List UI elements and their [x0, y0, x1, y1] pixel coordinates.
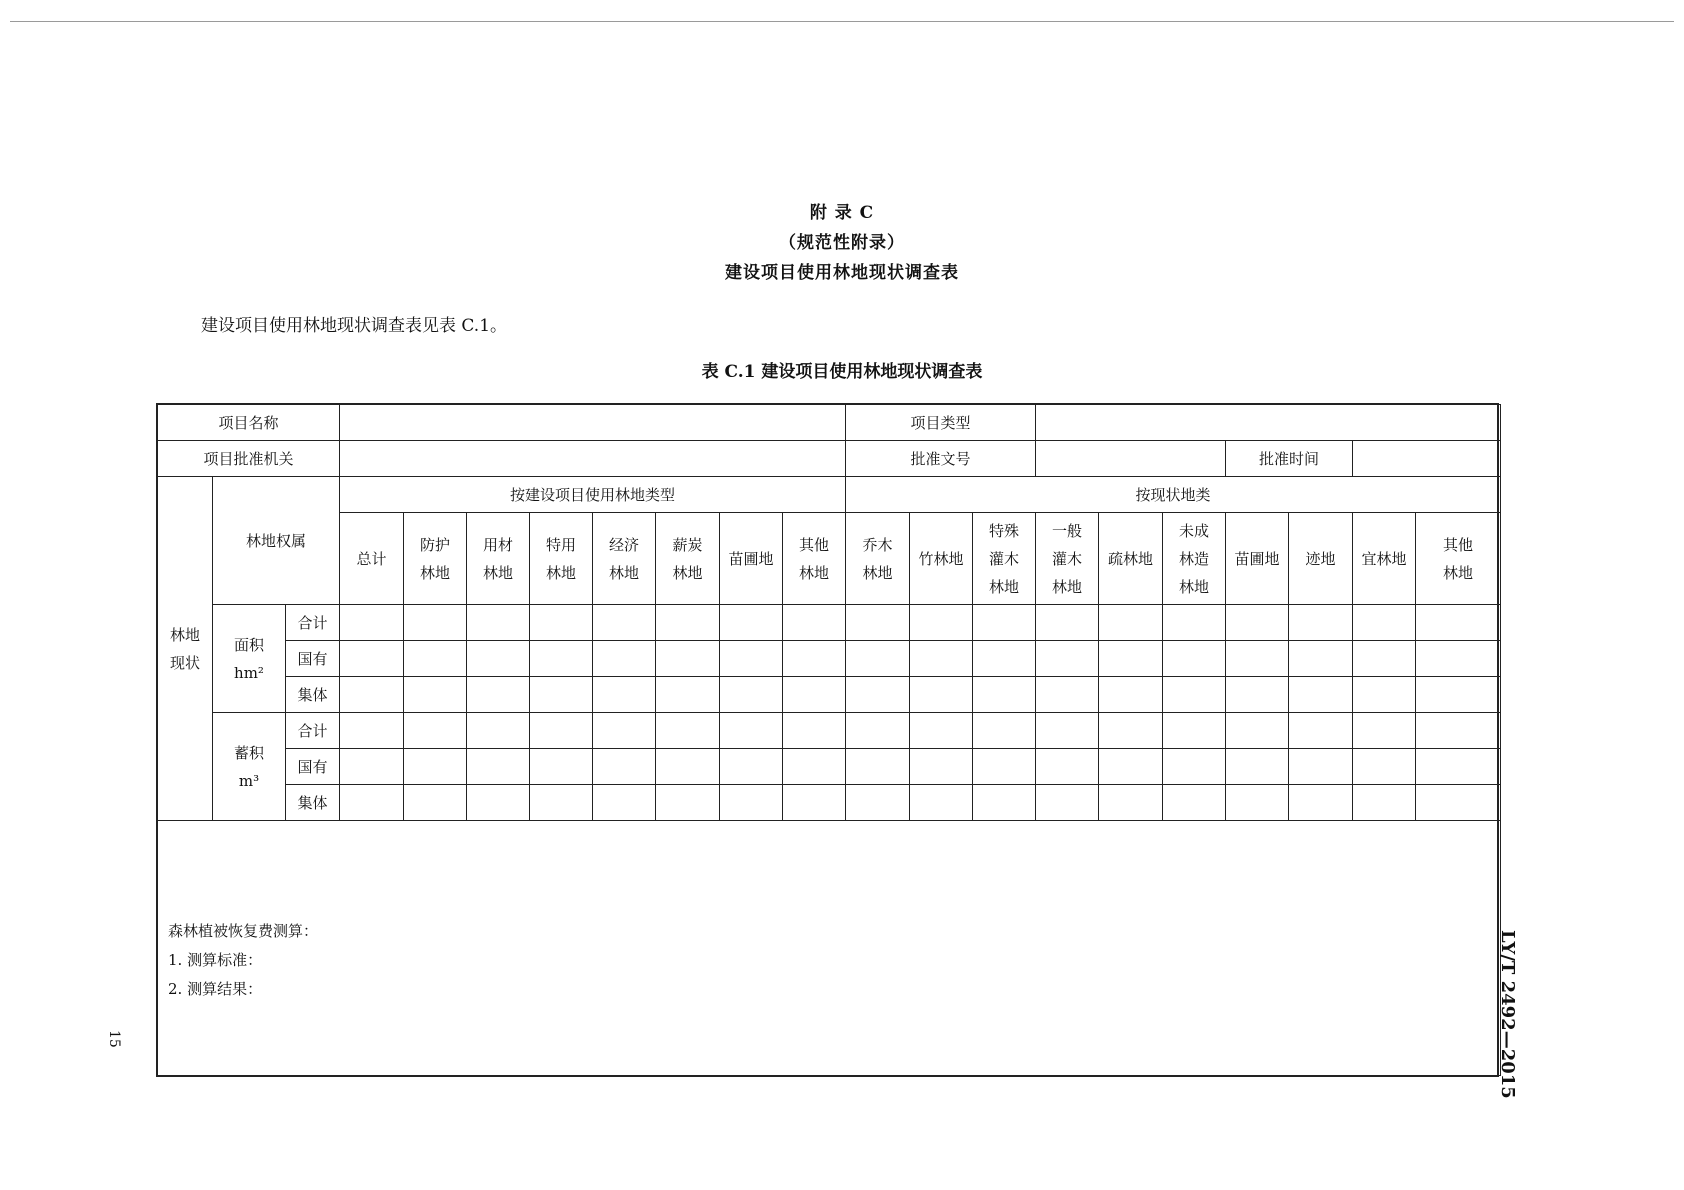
data-cell[interactable]: [467, 713, 530, 749]
data-cell[interactable]: [846, 641, 910, 677]
data-cell[interactable]: [404, 713, 467, 749]
col-header: 特殊灌木林地: [973, 513, 1036, 605]
project-name-label: 项目名称: [158, 405, 340, 441]
data-cell[interactable]: [656, 605, 720, 641]
row-volume-state: [158, 749, 1501, 785]
data-cell[interactable]: [1226, 641, 1289, 677]
data-cell[interactable]: [720, 605, 783, 641]
data-cell[interactable]: [404, 785, 467, 821]
row-label: 合计: [286, 605, 340, 641]
data-cell[interactable]: [656, 785, 720, 821]
data-cell[interactable]: [1289, 641, 1353, 677]
data-cell[interactable]: [1416, 713, 1501, 749]
notes-line-2: 2. 测算结果：: [168, 980, 263, 998]
data-cell[interactable]: [1289, 677, 1353, 713]
data-cell[interactable]: [973, 641, 1036, 677]
row-approval: [158, 441, 1501, 477]
data-cell[interactable]: [593, 677, 656, 713]
project-type-cell[interactable]: [1036, 405, 1501, 441]
area-label-cell: [213, 605, 286, 713]
survey-table: [157, 404, 1501, 1076]
notes-title: 森林植被恢复费测算：: [168, 922, 319, 940]
data-cell[interactable]: [1036, 713, 1099, 749]
data-cell[interactable]: [846, 749, 910, 785]
data-cell[interactable]: [973, 677, 1036, 713]
data-cell[interactable]: [1226, 785, 1289, 821]
data-cell[interactable]: [1099, 713, 1163, 749]
col-header: 其他林地: [783, 513, 846, 605]
area-label: 面积: [233, 635, 264, 654]
data-cell[interactable]: [593, 749, 656, 785]
col-header: 未成林造林地: [1163, 513, 1226, 605]
data-cell[interactable]: [1099, 749, 1163, 785]
data-cell[interactable]: [467, 749, 530, 785]
data-cell[interactable]: [1416, 677, 1501, 713]
data-cell[interactable]: [783, 713, 846, 749]
data-cell[interactable]: [1226, 713, 1289, 749]
approval-doc-no-cell[interactable]: [1036, 441, 1226, 477]
row-label: 国有: [286, 641, 340, 677]
row-column-headers: [158, 513, 1501, 605]
data-cell[interactable]: [467, 677, 530, 713]
data-cell[interactable]: [910, 677, 973, 713]
col-header: 竹林地: [910, 513, 973, 605]
data-cell[interactable]: [783, 785, 846, 821]
approval-doc-no-label: 批准文号: [846, 441, 1036, 477]
approval-time-cell[interactable]: [1353, 441, 1501, 477]
data-cell[interactable]: [340, 785, 404, 821]
data-cell[interactable]: [910, 605, 973, 641]
data-cell[interactable]: [1163, 605, 1226, 641]
col-header: 其他林地: [1416, 513, 1501, 605]
intro-text: 建设项目使用林地现状调查表见表 C.1。: [201, 316, 508, 336]
row-area-state: [158, 641, 1501, 677]
project-type-label: 项目类型: [846, 405, 1036, 441]
data-cell[interactable]: [910, 785, 973, 821]
data-cell[interactable]: [404, 641, 467, 677]
row-area-total: [158, 605, 1501, 641]
data-cell[interactable]: [530, 605, 593, 641]
data-cell[interactable]: [1226, 749, 1289, 785]
data-cell[interactable]: [783, 641, 846, 677]
ownership-label: 林地权属: [213, 477, 340, 605]
data-cell[interactable]: [973, 785, 1036, 821]
data-cell[interactable]: [1099, 677, 1163, 713]
col-header: 防护林地: [404, 513, 467, 605]
data-cell[interactable]: [720, 713, 783, 749]
row-group-header: [158, 477, 1501, 513]
data-cell[interactable]: [1036, 641, 1099, 677]
data-cell[interactable]: [1036, 605, 1099, 641]
col-header: 特用林地: [530, 513, 593, 605]
data-cell[interactable]: [1289, 785, 1353, 821]
data-cell[interactable]: [1226, 605, 1289, 641]
data-cell[interactable]: [340, 605, 404, 641]
area-unit: hm²: [234, 663, 264, 682]
row-label: 合计: [286, 713, 340, 749]
header-rule: [10, 21, 1674, 22]
data-cell[interactable]: [1353, 677, 1416, 713]
data-cell[interactable]: [404, 749, 467, 785]
data-cell[interactable]: [1416, 749, 1501, 785]
data-cell[interactable]: [1163, 785, 1226, 821]
data-cell[interactable]: [1289, 713, 1353, 749]
data-cell[interactable]: [846, 605, 910, 641]
data-cell[interactable]: [340, 749, 404, 785]
data-cell[interactable]: [530, 785, 593, 821]
standard-code: LY/T 2492—2015: [1497, 930, 1518, 1099]
data-cell[interactable]: [1099, 605, 1163, 641]
data-cell[interactable]: [846, 713, 910, 749]
data-cell[interactable]: [1099, 641, 1163, 677]
table-caption: 表 C.1 建设项目使用林地现状调查表: [701, 362, 983, 382]
project-name-cell[interactable]: [340, 405, 846, 441]
data-cell[interactable]: [973, 749, 1036, 785]
col-header: 迹地: [1289, 513, 1353, 605]
data-cell[interactable]: [467, 785, 530, 821]
page-number: 15: [106, 1030, 122, 1048]
data-cell[interactable]: [783, 677, 846, 713]
data-cell[interactable]: [467, 605, 530, 641]
data-cell[interactable]: [910, 749, 973, 785]
data-cell[interactable]: [593, 713, 656, 749]
data-cell[interactable]: [1416, 605, 1501, 641]
data-cell[interactable]: [340, 677, 404, 713]
data-cell[interactable]: [720, 785, 783, 821]
by-construction-label: 按建设项目使用林地类型: [340, 477, 846, 513]
data-cell[interactable]: [1416, 641, 1501, 677]
data-cell[interactable]: [467, 641, 530, 677]
data-cell[interactable]: [1036, 677, 1099, 713]
data-cell[interactable]: [530, 641, 593, 677]
appendix-title: 附 录 C: [809, 203, 875, 223]
col-header: 一般灌木林地: [1036, 513, 1099, 605]
data-cell[interactable]: [656, 641, 720, 677]
data-cell[interactable]: [910, 713, 973, 749]
data-cell[interactable]: [783, 605, 846, 641]
col-header: 总计: [340, 513, 404, 605]
data-cell[interactable]: [1289, 749, 1353, 785]
data-cell[interactable]: [530, 713, 593, 749]
data-cell[interactable]: [656, 677, 720, 713]
data-cell[interactable]: [593, 785, 656, 821]
data-cell[interactable]: [1163, 677, 1226, 713]
data-cell[interactable]: [1036, 785, 1099, 821]
notes-cell[interactable]: [158, 821, 1501, 1076]
approval-authority-cell[interactable]: [340, 441, 846, 477]
col-header: 宜林地: [1353, 513, 1416, 605]
data-cell[interactable]: [910, 641, 973, 677]
forest-status-label: 林地现状: [158, 477, 213, 821]
data-cell[interactable]: [1353, 785, 1416, 821]
col-header: 经济林地: [593, 513, 656, 605]
data-cell[interactable]: [1226, 677, 1289, 713]
data-cell[interactable]: [1163, 749, 1226, 785]
approval-time-label: 批准时间: [1226, 441, 1353, 477]
data-cell[interactable]: [656, 749, 720, 785]
data-cell[interactable]: [1353, 605, 1416, 641]
data-cell[interactable]: [404, 605, 467, 641]
appendix-subtitle: （规范性附录）: [779, 233, 905, 253]
row-volume-total: [158, 713, 1501, 749]
data-cell[interactable]: [783, 749, 846, 785]
data-cell[interactable]: [1289, 605, 1353, 641]
data-cell[interactable]: [593, 605, 656, 641]
data-cell[interactable]: [1416, 785, 1501, 821]
by-status-label: 按现状地类: [846, 477, 1501, 513]
row-notes: [158, 821, 1501, 1076]
data-cell[interactable]: [656, 713, 720, 749]
data-cell[interactable]: [973, 605, 1036, 641]
data-cell[interactable]: [1099, 785, 1163, 821]
row-area-collective: [158, 677, 1501, 713]
data-cell[interactable]: [530, 749, 593, 785]
data-cell[interactable]: [1353, 713, 1416, 749]
data-cell[interactable]: [720, 641, 783, 677]
row-label: 国有: [286, 749, 340, 785]
appendix-name: 建设项目使用林地现状调查表: [725, 263, 959, 283]
volume-unit: m³: [238, 771, 260, 790]
row-project-name: [158, 405, 1501, 441]
data-cell[interactable]: [1353, 641, 1416, 677]
data-cell[interactable]: [973, 713, 1036, 749]
data-cell[interactable]: [530, 677, 593, 713]
data-cell[interactable]: [340, 641, 404, 677]
col-header: 苗圃地: [720, 513, 783, 605]
col-header: 乔木林地: [846, 513, 910, 605]
data-cell[interactable]: [720, 749, 783, 785]
data-cell[interactable]: [1163, 641, 1226, 677]
volume-label: 蓄积: [233, 743, 264, 762]
volume-label-cell: [213, 713, 286, 821]
data-cell[interactable]: [1353, 749, 1416, 785]
data-cell[interactable]: [846, 677, 910, 713]
approval-authority-label: 项目批准机关: [158, 441, 340, 477]
col-header: 疏林地: [1099, 513, 1163, 605]
data-cell[interactable]: [340, 713, 404, 749]
row-label: 集体: [286, 785, 340, 821]
data-cell[interactable]: [846, 785, 910, 821]
row-label: 集体: [286, 677, 340, 713]
data-cell[interactable]: [404, 677, 467, 713]
notes-line-1: 1. 测算标准：: [168, 951, 263, 969]
col-header: 用材林地: [467, 513, 530, 605]
data-cell[interactable]: [1163, 713, 1226, 749]
row-volume-collective: [158, 785, 1501, 821]
col-header: 苗圃地: [1226, 513, 1289, 605]
data-cell[interactable]: [720, 677, 783, 713]
col-header: 薪炭林地: [656, 513, 720, 605]
data-cell[interactable]: [593, 641, 656, 677]
data-cell[interactable]: [1036, 749, 1099, 785]
